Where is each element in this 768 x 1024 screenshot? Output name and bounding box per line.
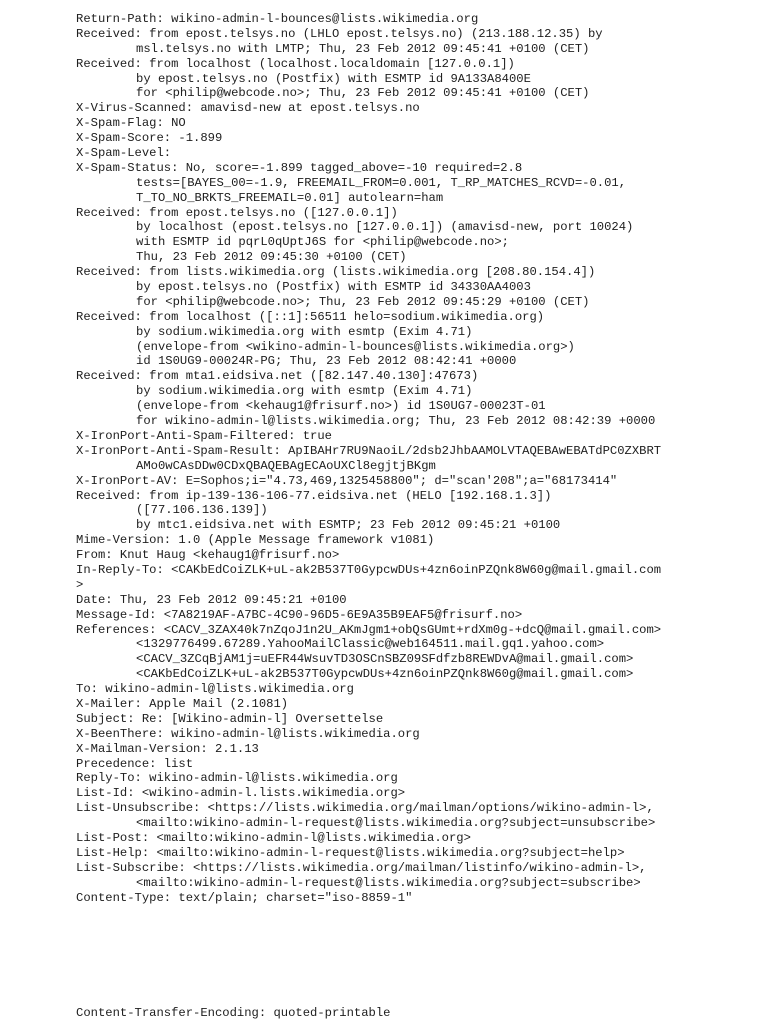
header-line: X-Spam-Level: [76,146,172,161]
header-line: X-Virus-Scanned: amavisd-new at epost.telsys.no [76,101,420,116]
header-continuation-line: T_TO_NO_BRKTS_FREEMAIL=0.01] autolearn=ham [136,190,444,205]
header-line: X-IronPort-Anti-Spam-Result: ApIBAHr7RU9NaoiL/2dsb2JhbAAMOLVTAQEBAwEBATdPC0ZXBRT [76,443,662,458]
header-continuation-line: (envelope-from <kehaug1@frisurf.no>) id 1S0UG7-00023T-01 [136,399,546,414]
header-continuation-line: by mtc1.eidsiva.net with ESMTP; 23 Feb 2012 09:45:21 +0100 [136,518,561,533]
header-line: Subject: Re: [Wikino-admin-l] Oversettelse [76,711,384,726]
header-continuation-line: by sodium.wikimedia.org with esmtp (Exim 4.71) [136,384,473,399]
header-line: X-Spam-Status: No, score=-1.899 tagged_above=-10 required=2.8 [76,160,523,175]
header-line: List-Help: <mailto:wikino-admin-l-request@lists.wikimedia.org?subject=help> [76,845,625,860]
header-line: Received: from epost.telsys.no ([127.0.0.1]) [76,205,398,220]
header-line: Received: from localhost ([::1]:56511 helo=sodium.wikimedia.org) [76,309,545,324]
header-continuation-line: <CACV_3ZCqBjAM1j=uEFR44WsuvTD3OSCnSBZ09SFdfzb8REWDvA@mail.gmail.com> [136,652,634,667]
header-line: Reply-To: wikino-admin-l@lists.wikimedia.org [76,771,398,786]
header-line: In-Reply-To: <CAKbEdCoiZLK+uL-ak2B537T0GypcwDUs+4zn6oinPZQnk8W60g@mail.gmail.com [76,562,662,577]
header-line: Received: from localhost (localhost.localdomain [127.0.0.1]) [76,56,515,71]
email-header-block [76,12,756,905]
header-continuation-line: for wikino-admin-l@lists.wikimedia.org; Thu, 23 Feb 2012 08:42:39 +0000 [136,414,656,429]
header-line: X-Spam-Flag: NO [76,116,186,131]
header-continuation-line: <CAKbEdCoiZLK+uL-ak2B537T0GypcwDUs+4zn6oinPZQnk8W60g@mail.gmail.com> [136,667,634,682]
header-continuation-line: tests=[BAYES_00=-1.9, FREEMAIL_FROM=0.001, T_RP_MATCHES_RCVD=-0.01, [136,175,627,190]
header-continuation-line: by sodium.wikimedia.org with esmtp (Exim 4.71) [136,324,473,339]
header-line: Return-Path: wikino-admin-l-bounces@lists.wikimedia.org [76,12,479,26]
header-line: > [76,577,84,592]
header-line: X-BeenThere: wikino-admin-l@lists.wikimedia.org [76,726,420,741]
header-line: Received: from ip-139-136-106-77.eidsiva.net (HELO [192.168.1.3]) [76,488,552,503]
content-transfer-encoding-line: Content-Transfer-Encoding: quoted-printable [76,1006,391,1020]
header-line: List-Subscribe: <https://lists.wikimedia.org/mailman/listinfo/wikino-admin-l>, [76,860,647,875]
header-line: Content-Type: text/plain; charset="iso-8859-1" [76,890,413,905]
header-continuation-line: by epost.telsys.no (Postfix) with ESMTP id 9A133A8400E [136,71,531,86]
header-line: List-Id: <wikino-admin-l.lists.wikimedia.org> [76,786,406,801]
header-line: Message-Id: <7A8219AF-A7BC-4C90-96D5-6E9A35B9EAF5@frisurf.no> [76,607,523,622]
header-continuation-line: <1329776499.67289.YahooMailClassic@web164511.mail.gq1.yahoo.com> [136,637,605,652]
header-line: Received: from epost.telsys.no (LHLO epost.telsys.no) (213.188.12.35) by [76,26,603,41]
header-line: X-Mailman-Version: 2.1.13 [76,741,259,756]
header-line: Received: from lists.wikimedia.org (lists.wikimedia.org [208.80.154.4]) [76,265,596,280]
header-line: To: wikino-admin-l@lists.wikimedia.org [76,682,354,697]
header-line: List-Unsubscribe: <https://lists.wikimedia.org/mailman/options/wikino-admin-l>, [76,801,654,816]
header-continuation-line: with ESMTP id pqrL0qUptJ6S for <philip@webcode.no>; [136,235,509,250]
header-line: From: Knut Haug <kehaug1@frisurf.no> [76,548,340,563]
header-continuation-line: ([77.106.136.139]) [136,503,268,518]
header-line: Precedence: list [76,756,194,771]
header-continuation-line: Thu, 23 Feb 2012 09:45:30 +0100 (CET) [136,250,407,265]
header-continuation-line: AMo0wCAsDDw0CDxQBAQEBAgECAoUXCl8egjtjBKgm [136,458,436,473]
header-line: X-Mailer: Apple Mail (2.1081) [76,696,289,711]
header-continuation-line: id 1S0UG9-00024R-PG; Thu, 23 Feb 2012 08:42:41 +0000 [136,354,517,369]
header-line: List-Post: <mailto:wikino-admin-l@lists.wikimedia.org> [76,830,471,845]
header-continuation-line: msl.telsys.no with LMTP; Thu, 23 Feb 2012 09:45:41 +0100 (CET) [136,41,590,56]
header-line: References: <CACV_3ZAX40k7nZqoJ1n2U_AKmJgm1+obQsGUmt+rdXm0g-+dcQ@mail.gmail.com> [76,622,662,637]
header-continuation-line: by epost.telsys.no (Postfix) with ESMTP id 34330AA4003 [136,280,531,295]
header-continuation-line: for <philip@webcode.no>; Thu, 23 Feb 2012 09:45:41 +0100 (CET) [136,86,590,101]
header-continuation-line: by localhost (epost.telsys.no [127.0.0.1]) (amavisd-new, port 10024) [136,220,634,235]
header-continuation-line: <mailto:wikino-admin-l-request@lists.wikimedia.org?subject=subscribe> [136,875,641,890]
header-continuation-line: for <philip@webcode.no>; Thu, 23 Feb 2012 09:45:29 +0100 (CET) [136,294,590,309]
header-line: X-Spam-Score: -1.899 [76,131,223,146]
header-line: Mime-Version: 1.0 (Apple Message framework v1081) [76,533,435,548]
header-line: Received: from mta1.eidsiva.net ([82.147.40.130]:47673) [76,369,479,384]
header-continuation-line: <mailto:wikino-admin-l-request@lists.wikimedia.org?subject=unsubscribe> [136,816,656,831]
header-line: X-IronPort-Anti-Spam-Filtered: true [76,428,332,443]
header-continuation-line: (envelope-from <wikino-admin-l-bounces@lists.wikimedia.org>) [136,339,575,354]
header-line: X-IronPort-AV: E=Sophos;i="4.73,469,1325458800"; d="scan'208";a="68173414" [76,473,618,488]
header-line: Date: Thu, 23 Feb 2012 09:45:21 +0100 [76,592,347,607]
